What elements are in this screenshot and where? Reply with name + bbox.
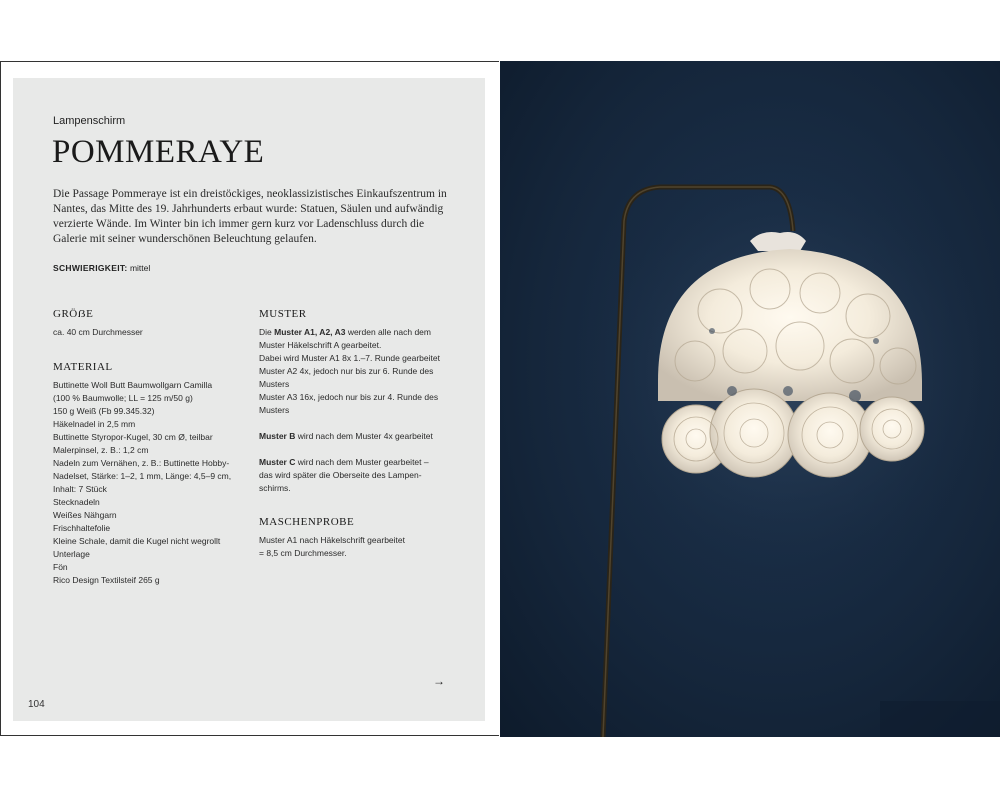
shadow-corner	[880, 701, 1000, 737]
gauge-text	[259, 534, 459, 560]
pattern-c-text	[259, 456, 459, 495]
text-panel	[13, 78, 485, 721]
pattern-line: Muster A3 16x, jedoch nur bis zur 4. Runde des	[259, 392, 439, 402]
text-span: wird nach dem Muster gearbeitet –	[295, 457, 429, 467]
material-line: Inhalt: 7 Stück	[53, 484, 107, 494]
intro-paragraph: Die Passage Pommeraye ist ein dreistöckiges, neoklassizistisches Einkaufszentrum in Nantes, das Mitte des 19. Jahrhunderts erbaut wurde: Statuen, Säulen und aufwändig verzierte Wände. Im Winter bin ich immer gern kurz vor Ladenschluss durch die Galerie mit seiner wunderschönen Beleuchtung gelaufen.	[53, 188, 447, 245]
pattern-b-text	[259, 430, 459, 443]
material-heading: MATERIAL	[53, 361, 113, 373]
pattern-heading: MUSTER	[259, 308, 307, 320]
size-heading: GRÖẞE	[53, 308, 94, 320]
lamp-illustration	[500, 61, 1000, 737]
material-line: Kleine Schale, damit die Kugel nicht wegrollt	[53, 536, 221, 546]
pattern-line: Musters	[259, 379, 290, 389]
text-span: werden alle nach dem	[345, 327, 431, 337]
material-line: Malerpinsel, z. B.: 1,2 cm	[53, 445, 149, 455]
lamp-photo	[500, 61, 1000, 737]
difficulty	[53, 263, 150, 273]
pattern-a-name: Muster A1, A2, A3	[274, 327, 346, 337]
page-title: POMMERAYE	[52, 134, 265, 170]
material-line: Buttinette Styropor-Kugel, 30 cm Ø, teilbar	[53, 432, 213, 442]
text-span: wird nach dem Muster 4x gearbeitet	[295, 431, 433, 441]
material-line: 150 g Weiß (Fb 99.345.32)	[53, 406, 155, 416]
left-column	[53, 308, 253, 587]
category-label: Lampenschirm	[53, 115, 126, 127]
material-line: Rico Design Textilsteif 265 g	[53, 575, 160, 585]
material-line: Frischhaltefolie	[53, 523, 111, 533]
material-line: Nadeln zum Vernähen, z. B.: Buttinette Hobby-	[53, 458, 230, 468]
next-page-arrow-icon: →	[433, 674, 445, 688]
right-column	[259, 308, 459, 560]
gauge-line: Muster A1 nach Häkelschrift gearbeitet	[259, 535, 405, 545]
material-line: Weißes Nähgarn	[53, 510, 117, 520]
pattern-line: Muster Häkelschrift A gearbeitet.	[259, 340, 382, 350]
material-line: Nadelset, Stärke: 1–2, 1 mm, Länge: 4,5–9 cm,	[53, 471, 232, 481]
pattern-line: Musters	[259, 405, 290, 415]
material-list	[53, 379, 253, 587]
text-span: Die	[259, 327, 275, 337]
pattern-b-name: Muster B	[259, 431, 296, 441]
pattern-c-name: Muster C	[259, 457, 296, 467]
material-line: Unterlage	[53, 549, 90, 559]
pattern-line: Muster A2 4x, jedoch nur bis zur 6. Runde des	[259, 366, 434, 376]
material-line: Stecknadeln	[53, 497, 100, 507]
material-line: (100 % Baumwolle; LL = 125 m/50 g)	[53, 393, 193, 403]
gauge-line: = 8,5 cm Durchmesser.	[259, 548, 347, 558]
material-line: Fön	[53, 562, 68, 572]
difficulty-label: SCHWIERIGKEIT:	[53, 263, 128, 273]
book-spread	[0, 61, 1000, 737]
size-text: ca. 40 cm Durchmesser	[53, 327, 143, 337]
pattern-a-text	[259, 326, 459, 417]
material-line: Buttinette Woll Butt Baumwollgarn Camilla	[53, 380, 213, 390]
pattern-a-first-line	[259, 326, 459, 339]
gauge-heading: MASCHENPROBE	[259, 516, 355, 528]
left-page	[0, 61, 499, 736]
material-line: Häkelnadel in 2,5 mm	[53, 419, 136, 429]
difficulty-value: mittel	[129, 263, 151, 273]
pattern-line: das wird später die Oberseite des Lampen-	[259, 470, 422, 480]
pattern-line: Dabei wird Muster A1 8x 1.–7. Runde gearbeitet	[259, 353, 440, 363]
pattern-line: schirms.	[259, 483, 291, 493]
page-number: 104	[28, 699, 45, 710]
